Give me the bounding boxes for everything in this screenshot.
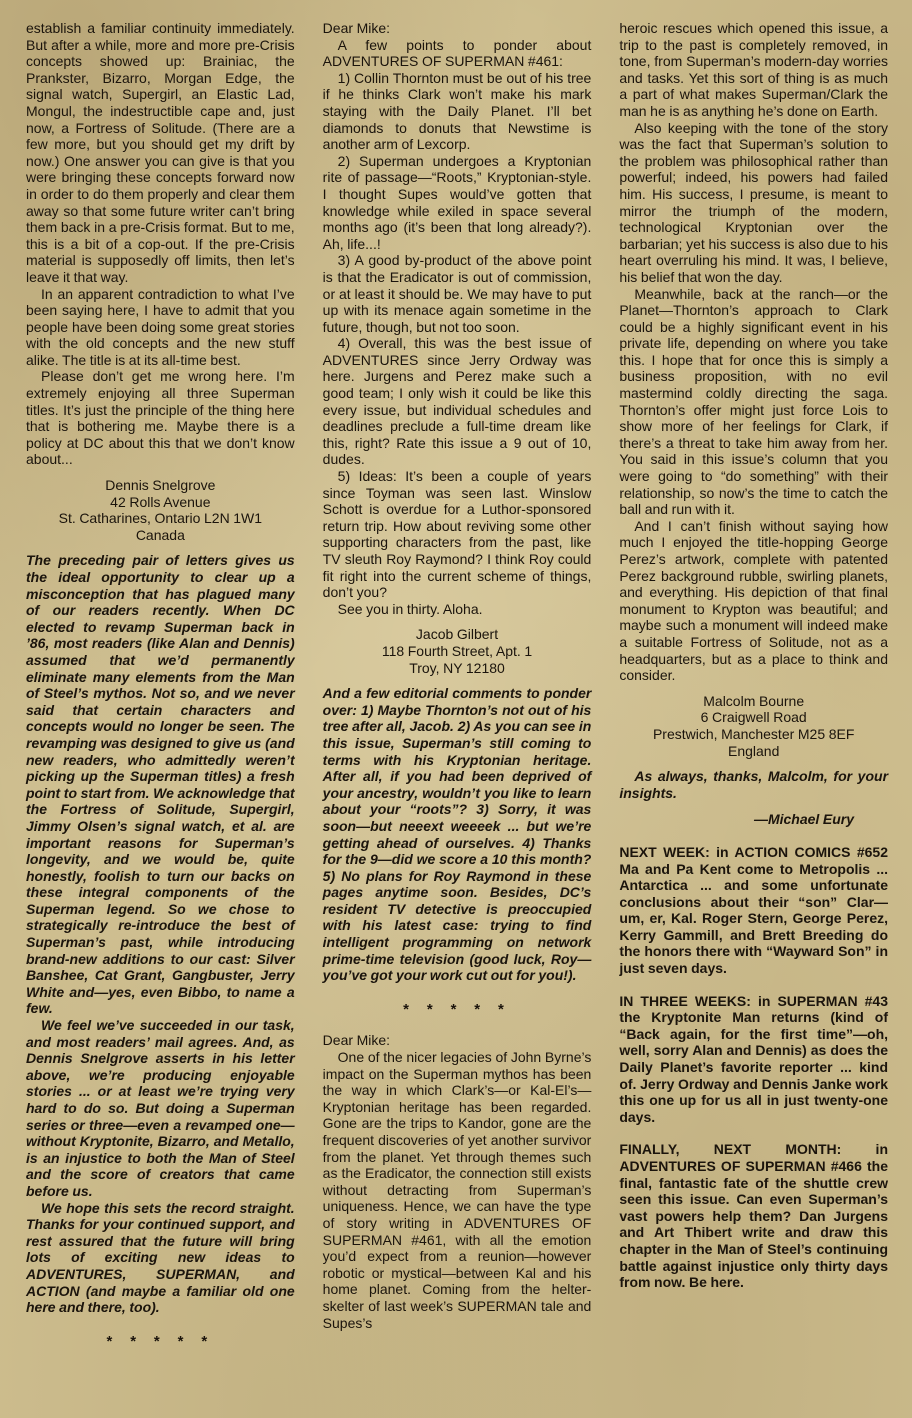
paragraph: 5) Ideas: It’s been a couple of years since Toyman was seen last. Winslow Schott is overdue for a Luthor-sponsored return trip. How about reviving some other supporting characters from the past, like TV sleuth Roy Raymond? I think Roy could fit right into the current scheme of things, don’t you?	[322, 468, 592, 601]
signature-line: Canada	[135, 526, 185, 543]
paragraph: In an apparent contradiction to what I’ve been saying here, I have to admit that you people have been doing some great stories with the old concepts and the new stuff alike. The title is at its all-time best.	[26, 285, 295, 368]
letter-signature	[619, 693, 888, 759]
letter-signature	[26, 477, 295, 543]
paragraph: establish a familiar continuity immediately. But after a while, more and more pre-Crisis concepts showed up: Brainiac, the Prankster, Bizarro, Morgan Edge, the signal watch, Supergirl, an Elastic Lad, Mongul, the indestructible cape and, just now, a Fortress of Solitude. (There are a few more, but you should get my drift by now.) One answer you can give is that you were bringing these concepts forward now in order to do them properly and clear them away so that some future writer can’t bring them back in a pre-Crisis format. But to me, this is a bit of a cop-out. If the pre-Crisis material is supposedly off limits, then let’s leave it that way.	[26, 20, 295, 285]
letter-signature	[323, 626, 592, 676]
signature-line: Dennis Snelgrove	[105, 477, 216, 494]
signature-line: England	[727, 742, 780, 759]
signature-line: Malcolm Bourne	[703, 692, 805, 709]
paragraph: And I can’t finish without saying how much I enjoyed the title-hopping George Perez’s artwork, complete with patented Perez background rubble, swirling planets, and everything. His depiction of that final monument to Krypton was beautiful; and maybe such a monument will indeed make a suitable Fortress of Solitude, not as a headquarters, but as a place to think and consider.	[619, 517, 889, 684]
paragraph: We hope this sets the record straight. Thanks for your continued support, and rest assured that the future will bring lots of exciting new ideas to ADVENTURES, SUPERMAN, and ACTION (and maybe a familiar old one here and there, too).	[26, 1199, 295, 1316]
paragraph: 2) Superman undergoes a Kryptonian rite of passage—“Roots,” Kryptonian-style. I thought Supes would’ve gotten that knowledge while exiled in space several months ago (it’s been that long already?). Ah, life...!	[322, 152, 592, 252]
paragraph: The preceding pair of letters gives us the ideal opportunity to clear up a misconception that has plagued many of our readers recently. When DC elected to revamp Superman back in ’86, most readers (like Alan and Dennis) assumed that we’d permanently eliminate many elements from the Man of Steel’s mythos. Not so, and we never said that certain characters and concepts would no longer be seen. The revamping was designed to give us (and new readers, who admittedly weren’t picking up the Superman titles) a fresh point to start from. We acknowledge that the Fortress of Solitude, Supergirl, Jimmy Olsen’s signal watch, et al. are important reasons for Superman’s longevity, and we would be, quite honestly, foolish to turn our backs on these integral components of the Superman legend. So we chose to strategically re-introduce the best of Superman’s past, while introducing brand-new additions to our cast: Silver Banshee, Cat Grant, Gangbuster, Jerry White and—yes, even Bibbo, to name a few.	[26, 552, 295, 1017]
paragraph: 4) Overall, this was the best issue of ADVENTURES since Jerry Ordway was here. Jurgens and Perez make such a good team; I only wish it could be like this every issue, but individual schedules and deadlines preclude a full-time dream like this, right? Rate this issue a 9 out of 10, dudes.	[322, 335, 592, 468]
paragraph: As always, thanks, Malcolm, for your insights.	[619, 768, 889, 801]
paragraph: Also keeping with the tone of the story was the fact that Superman’s solution to the problem was philosophical rather than powerful; indeed, his powers had failed him. His success, I presume, is meant to mirror the triumph of the modern, technological Kryptonian over the barbarian; yet his success is also due to his heart overruling his mind. It was, I believe, his belief that won the day.	[619, 119, 889, 285]
signature-line: Jacob Gilbert	[415, 626, 499, 643]
section-separator: * * * * *	[106, 1332, 215, 1350]
paragraph: heroic rescues which opened this issue, a trip to the past is completely removed, in tone, from Superman’s modern-day worries and tasks. Yet this sort of thing is as much a part of what makes Superman/Clark the man he is as anything he’s done on Earth.	[619, 20, 889, 119]
paragraph: Dear Mike:	[322, 1032, 391, 1049]
signature-line: 6 Craigwell Road	[700, 709, 807, 726]
paragraph: FINALLY, NEXT MONTH: in ADVENTURES OF SUPERMAN #466 the final, fantastic fate of the shuttle crew seen this issue. Can even Superman’s vast powers help them? Dan Jurgens and Art Thibert write and draw this chapter in the Man of Steel’s continuing battle against injustice only thirty days from now. Be here.	[619, 1141, 889, 1291]
paragraph: IN THREE WEEKS: in SUPERMAN #43 the Kryptonite Man returns (kind of “Back again, for the first time”—oh, well, sorry Alan and Dennis) as does the Daily Planet’s favorite reporter ... kind of. Jerry Ordway and Dennis Janke work this one up for us all in just twenty-one days.	[619, 992, 889, 1125]
paragraph: 1) Collin Thornton must be out of his tree if he thinks Clark won’t make his mark staying with the Daily Planet. I’ll bet diamonds to donuts that Newstime is another arm of Lexcorp.	[322, 69, 592, 153]
signature-line: Troy, NY 12180	[409, 659, 505, 676]
paragraph: A few points to ponder about ADVENTURES OF SUPERMAN #461:	[322, 36, 592, 70]
paragraph: Please don’t get me wrong here. I’m extremely enjoying all three Superman titles. It’s just the principle of the thing here that is bothering me. Maybe there is a policy at DC about this that we don’t know about...	[26, 368, 295, 468]
signature-line: 118 Fourth Street, Apt. 1	[381, 642, 533, 659]
text-column	[619, 20, 888, 1398]
paragraph: NEXT WEEK: in ACTION COMICS #652 Ma and Pa Kent come to Metropolis ... Antarctica ... and some unfortunate conclusions about their “son” Clar—um, er, Kal. Roger Stern, George Perez, Kerry Gammill, and Brett Breeding do the honors there with “Wayward Son” in just seven days.	[619, 843, 889, 977]
paragraph: 3) A good by-product of the above point is that the Eradicator is out of commission, or at least it should be. We may have to put up with its menace again sometime in the future, though, but not too soon.	[322, 252, 592, 335]
signature-line: 42 Rolls Avenue	[110, 493, 211, 510]
paragraph: We feel we’ve succeeded in our task, and most readers’ mail agrees. And, as Dennis Snelgrove asserts in his letter above, we’re producing enjoyable stories ... or at least we’re trying very hard to do so. But doing a Superman series or three—even a revamped one—without Kryptonite, Bizarro, and Metallo, is an injustice to both the Man of Steel and the score of creators that came before us.	[26, 1017, 295, 1199]
signature-line: St. Catharines, Ontario L2N 1W1	[58, 510, 263, 527]
paragraph: Dear Mike:	[322, 20, 391, 36]
paragraph: One of the nicer legacies of John Byrne’s impact on the Superman mythos has been the way in which Clark’s—or Kal-El’s—Kryptonian heritage has been regarded. Gone are the trips to Kandor, gone are the frequent discoveries of yet another survivor from the planet. Yet through themes such as the Eradicator, the connection still exists without detracting from Superman’s uniqueness. Hence, we can have the type of story writing in ADVENTURES OF SUPERMAN #461, with all the emotion you’d expect from a reunion—however robotic or mystical—between Kal and his home planet. Coming from the helter-skelter of last week’s SUPERMAN tale and Supes’s	[322, 1049, 592, 1331]
editor-byline: —Michael Eury	[753, 811, 855, 828]
signature-line: Prestwich, Manchester M25 8EF	[652, 725, 855, 742]
text-column	[323, 20, 592, 1398]
paragraph: See you in thirty. Aloha.	[337, 600, 483, 617]
section-separator: * * * * *	[403, 1000, 511, 1018]
paragraph: Meanwhile, back at the ranch—or the Planet—Thornton’s approach to Clark could be a highly significant event in his private life, depending on where you take this. I hope that for once this is simply a business proposition, with no evil mastermind coldly directing the saga. Thornton’s offer might just force Lois to show more of her feelings for Clark, if there’s a threat to take him away from her. You said in this issue’s column that you were going to “do something” with their relationship, so now’s the time to catch the ball and run with it.	[619, 285, 889, 518]
text-column	[26, 20, 295, 1398]
paragraph: And a few editorial comments to ponder over: 1) Maybe Thornton’s not out of his tree after all, Jacob. 2) As you can see in this issue, Superman’s still coming to terms with his Kryptonian heritage. After all, if you had been deprived of your ancestry, wouldn’t you like to learn about your “roots”? 3) Sorry, it was soon—but neeext weeeek ... but we’re getting ahead of ourselves. 4) Thanks for the 9—did we score a 10 this month? 5) No plans for Roy Raymond in these pages anytime soon. Besides, DC’s resident TV detective is preoccupied with his latest case: trying to find intelligent programming on network prime-time television (good luck, Roy—you’ve got your work cut out for you!).	[322, 685, 592, 984]
